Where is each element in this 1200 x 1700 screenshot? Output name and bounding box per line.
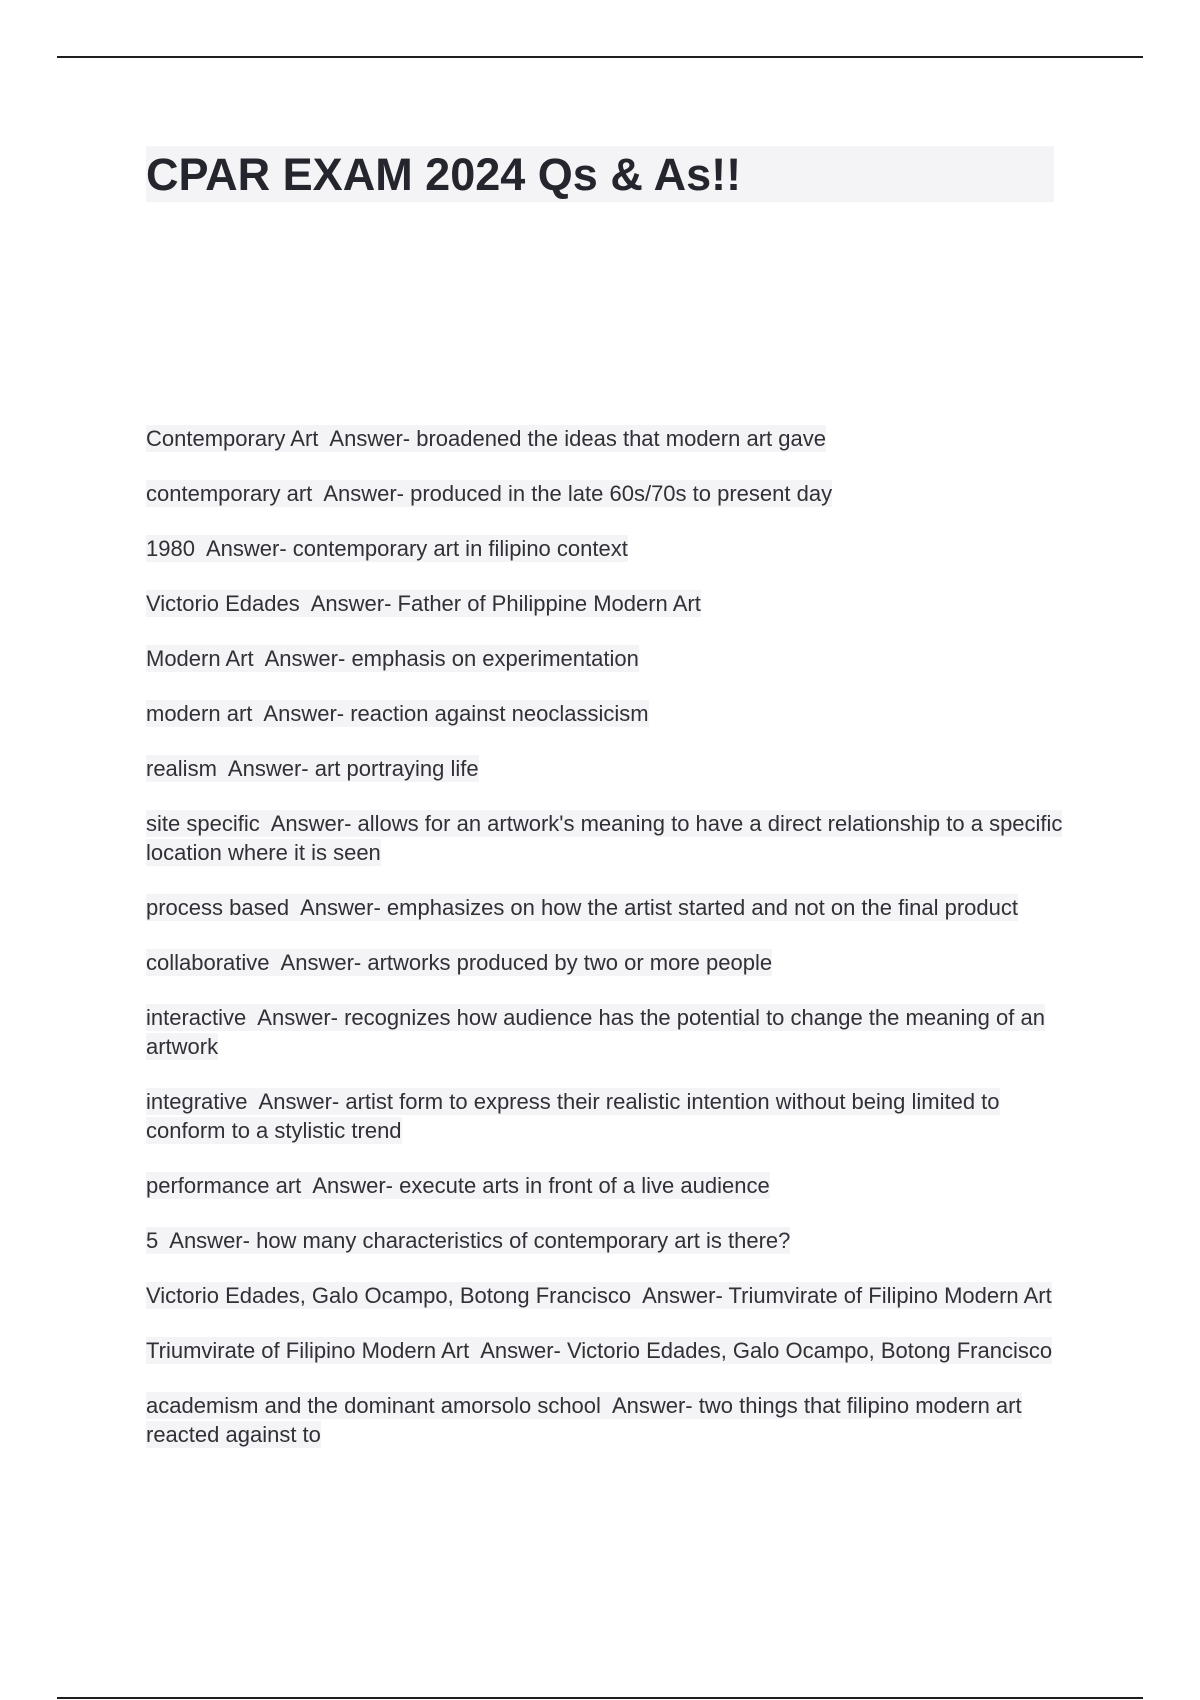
qa-highlight [146,1337,1052,1364]
qa-term: interactive [146,1005,247,1030]
qa-answer: how many characteristics of contemporary art is there? [256,1228,791,1253]
qa-item-1 [146,424,1066,453]
qa-term: process based [146,895,290,920]
qa-highlight [146,810,1062,866]
title-block [146,146,1054,202]
qa-term: collaborative [146,950,270,975]
qa-term: Modern Art [146,646,254,671]
qa-gap [246,1005,257,1030]
qa-answer-prefix: Answer- [270,811,352,836]
qa-term: academism and the dominant amorsolo school [146,1393,601,1418]
qa-highlight [146,1282,1052,1309]
qa-highlight [146,1227,790,1254]
qa-answer-prefix: Answer- [480,1338,561,1363]
qa-answer: produced in the late 60s/70s to present day [410,481,833,506]
qa-answer: broadened the ideas that modern art gave [416,426,826,451]
qa-list [146,424,1066,1449]
qa-item-4 [146,589,1066,618]
qa-item-12 [146,1087,1066,1145]
qa-answer: two things that filipino modern art reacted against to [146,1393,1022,1447]
qa-gap [248,1089,259,1114]
qa-highlight [146,1172,770,1199]
qa-answer: emphasizes on how the artist started and not on the final product [386,895,1018,920]
top-divider [57,56,1143,58]
qa-answer: recognizes how audience has the potential to change the meaning of an artwork [146,1005,1045,1059]
qa-term: realism [146,756,217,781]
qa-answer-prefix: Answer- [312,1173,393,1198]
qa-highlight [146,425,826,452]
qa-item-11 [146,1003,1066,1061]
qa-term: 5 [146,1228,159,1253]
qa-highlight [146,894,1018,921]
qa-answer: art portraying life [314,756,479,781]
qa-gap [312,481,323,506]
qa-answer-prefix: Answer- [329,426,411,451]
qa-answer: Triumvirate of Filipino Modern Art [728,1283,1052,1308]
qa-highlight [146,535,628,562]
qa-highlight [146,645,639,672]
qa-answer: Victorio Edades, Galo Ocampo, Botong Francisco [567,1338,1053,1363]
qa-answer-prefix: Answer- [258,1089,340,1114]
qa-gap [300,591,311,616]
qa-answer: artworks produced by two or more people [367,950,773,975]
qa-highlight [146,1004,1045,1060]
qa-highlight [146,590,701,617]
qa-item-9 [146,893,1066,922]
qa-gap [252,701,263,726]
qa-item-16 [146,1336,1066,1365]
qa-gap [469,1338,480,1363]
qa-highlight [146,700,649,727]
bottom-divider [57,1697,1143,1699]
qa-answer-prefix: Answer- [264,646,346,671]
qa-item-6 [146,699,1066,728]
qa-highlight [146,1392,1022,1448]
qa-item-5 [146,644,1066,673]
qa-gap [158,1228,169,1253]
qa-item-8 [146,809,1066,867]
qa-gap [260,811,271,836]
qa-answer: execute arts in front of a live audience [399,1173,770,1198]
qa-term: integrative [146,1089,248,1114]
qa-term: Contemporary Art [146,426,319,451]
qa-highlight [146,755,479,782]
qa-answer: allows for an artwork's meaning to have a direct relationship to a specific location where it is seen [146,811,1063,865]
qa-gap [254,646,265,671]
qa-highlight [146,480,832,507]
qa-gap [631,1283,642,1308]
qa-answer-prefix: Answer- [611,1393,693,1418]
qa-item-3 [146,534,1066,563]
qa-gap [601,1393,612,1418]
qa-term: 1980 [146,536,195,561]
qa-gap [195,536,206,561]
qa-answer-prefix: Answer- [263,701,345,726]
qa-answer: emphasis on experimentation [351,646,639,671]
qa-term: contemporary art [146,481,313,506]
qa-answer: Father of Philippine Modern Art [397,591,701,616]
qa-item-2 [146,479,1066,508]
qa-answer-prefix: Answer- [205,536,287,561]
qa-term: site specific [146,811,260,836]
qa-highlight [146,949,772,976]
qa-term: Triumvirate of Filipino Modern Art [146,1338,470,1363]
qa-answer-prefix: Answer- [642,1283,723,1308]
qa-answer-prefix: Answer- [169,1228,250,1253]
qa-term: Victorio Edades, Galo Ocampo, Botong Francisco [146,1283,632,1308]
qa-item-7 [146,754,1066,783]
qa-answer-prefix: Answer- [310,591,392,616]
qa-gap [217,756,228,781]
qa-answer-prefix: Answer- [300,895,381,920]
qa-term: Victorio Edades [146,591,300,616]
qa-gap [318,426,329,451]
qa-term: modern art [146,701,253,726]
qa-answer-prefix: Answer- [227,756,309,781]
qa-answer: reaction against neoclassicism [350,701,649,726]
qa-term: performance art [146,1173,302,1198]
qa-gap [301,1173,312,1198]
qa-item-15 [146,1281,1066,1310]
qa-gap [289,895,300,920]
qa-item-17 [146,1391,1066,1449]
page-title: CPAR EXAM 2024 Qs & As!! [146,149,742,200]
qa-answer: contemporary art in filipino context [292,536,628,561]
qa-answer-prefix: Answer- [280,950,362,975]
qa-item-14 [146,1226,1066,1255]
qa-answer: artist form to express their realistic intention without being limited to conform to a stylistic trend [146,1089,1000,1143]
qa-answer-prefix: Answer- [323,481,404,506]
qa-gap [270,950,281,975]
qa-item-13 [146,1171,1066,1200]
qa-item-10 [146,948,1066,977]
qa-answer-prefix: Answer- [257,1005,338,1030]
qa-highlight [146,1088,1000,1144]
